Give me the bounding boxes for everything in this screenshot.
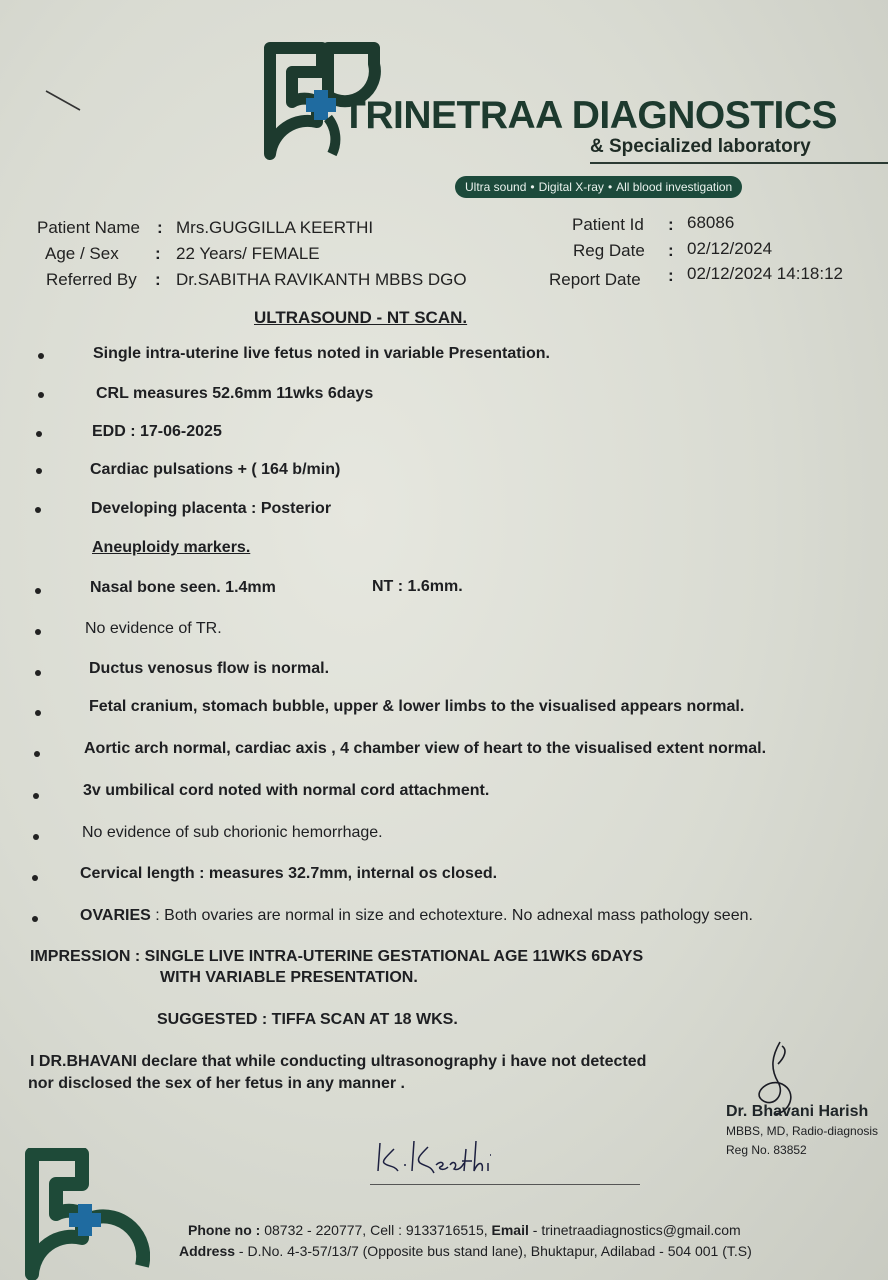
patient-id: 68086: [687, 213, 735, 232]
finding-item: Cardiac pulsations + ( 164 b/min): [90, 461, 341, 478]
patient-id-label: Patient Id: [572, 215, 644, 234]
age-sex-label: Age / Sex: [45, 244, 119, 263]
bullet-icon: [35, 670, 41, 676]
colon: :: [668, 266, 674, 285]
services-tagline: Ultra sound • Digital X-ray • All blood investigation: [455, 176, 742, 198]
bullet-icon: [34, 751, 40, 757]
colon: :: [668, 215, 674, 234]
service-item: All blood investigation: [616, 180, 733, 194]
bullet-icon: [36, 468, 42, 474]
ovaries-text: : Both ovaries are normal in size and echotexture. No adnexal mass pathology seen.: [150, 907, 753, 924]
doctor-reg-no: Reg No. 83852: [726, 1143, 807, 1157]
email-label: Email: [491, 1222, 529, 1238]
brand-name: TRINETRAA DIAGNOSTICS: [342, 94, 838, 137]
patient-name: Mrs.GUGGILLA KEERTHI: [176, 218, 374, 237]
finding-item: CRL measures 52.6mm 11wks 6days: [96, 385, 374, 402]
doctor-name: Dr. Bhavani Harish: [726, 1103, 869, 1120]
report-title: ULTRASOUND - NT SCAN.: [254, 308, 468, 327]
marker-item: Fetal cranium, stomach bubble, upper & lower limbs to the visualised appears normal.: [89, 698, 745, 715]
email-link[interactable]: - trinetraadiagnostics@gmail.com: [528, 1222, 741, 1238]
report-date-label: Report Date: [549, 270, 641, 289]
footer-address: [179, 1243, 752, 1259]
brand-divider: [590, 162, 888, 164]
brand-subtitle: & Specialized laboratory: [590, 136, 811, 157]
footer-logo-icon: [24, 1148, 150, 1280]
colon: :: [155, 244, 161, 263]
marker-item: No evidence of TR.: [85, 620, 222, 637]
bullet-icon: [38, 392, 44, 398]
report-date: 02/12/2024 14:18:12: [687, 264, 843, 283]
finding-item: Single intra-uterine live fetus noted in variable Presentation.: [93, 345, 550, 362]
reg-date: 02/12/2024: [687, 239, 773, 258]
colon: :: [668, 241, 674, 260]
ovaries-label: OVARIES: [80, 907, 151, 924]
finding-item: Developing placenta : Posterior: [91, 500, 332, 517]
reg-date-label: Reg Date: [573, 241, 645, 260]
colon: :: [157, 218, 163, 237]
patient-signature-icon: [372, 1135, 512, 1180]
marker-item: 3v umbilical cord noted with normal cord attachment.: [83, 782, 490, 799]
referred-by: Dr.SABITHA RAVIKANTH MBBS DGO: [176, 270, 467, 289]
age-sex: 22 Years/ FEMALE: [176, 244, 320, 263]
nt-value: NT : 1.6mm.: [372, 578, 463, 595]
marker-item: Ductus venosus flow is normal.: [89, 660, 330, 677]
bullet-icon: [32, 916, 38, 922]
bullet-icon: [35, 710, 41, 716]
bullet-icon: [35, 507, 41, 513]
colon: :: [155, 270, 161, 289]
declaration-line-2: nor disclosed the sex of her fetus in any manner .: [28, 1075, 405, 1092]
referred-by-label: Referred By: [46, 270, 137, 289]
finding-item: EDD : 17-06-2025: [92, 423, 222, 440]
marker-item: Aortic arch normal, cardiac axis , 4 chamber view of heart to the visualised extent normal.: [84, 740, 767, 757]
impression-line-1: IMPRESSION : SINGLE LIVE INTRA-UTERINE GESTATIONAL AGE 11WKS 6DAYS: [30, 948, 644, 965]
bullet-icon: [33, 793, 39, 799]
bullet-icon: [33, 834, 39, 840]
footer-contact: [188, 1222, 741, 1238]
marker-item: Cervical length : measures 32.7mm, internal os closed.: [80, 865, 498, 882]
pen-mark-icon: [44, 88, 84, 114]
patient-name-label: Patient Name: [37, 218, 140, 237]
bullet-icon: [32, 875, 38, 881]
bullet-icon: [35, 588, 41, 594]
impression-line-2: WITH VARIABLE PRESENTATION.: [160, 969, 418, 986]
ovaries-item: [80, 907, 753, 925]
marker-item: No evidence of sub chorionic hemorrhage.: [82, 824, 383, 841]
declaration-line-1: I DR.BHAVANI declare that while conducting ultrasonography i have not detected: [30, 1053, 647, 1070]
phone-label: Phone no :: [188, 1222, 265, 1238]
signature-line: [370, 1184, 640, 1185]
aneuploidy-heading: Aneuploidy markers.: [92, 539, 251, 556]
bullet-icon: [35, 629, 41, 635]
suggested: SUGGESTED : TIFFA SCAN AT 18 WKS.: [157, 1011, 458, 1028]
address-text: - D.No. 4-3-57/13/7 (Opposite bus stand lane), Bhuktapur, Adilabad - 504 001 (T.S): [235, 1243, 752, 1259]
bullet-icon: [36, 431, 42, 437]
service-item: Ultra sound: [465, 180, 527, 194]
bullet-icon: [38, 353, 44, 359]
nasal-bone: Nasal bone seen. 1.4mm: [90, 579, 276, 596]
address-label: Address: [179, 1243, 236, 1259]
doctor-qualification: MBBS, MD, Radio-diagnosis: [726, 1124, 879, 1138]
phone-numbers: 08732 - 220777, Cell : 9133716515,: [264, 1222, 492, 1238]
service-item: Digital X-ray: [538, 180, 604, 194]
